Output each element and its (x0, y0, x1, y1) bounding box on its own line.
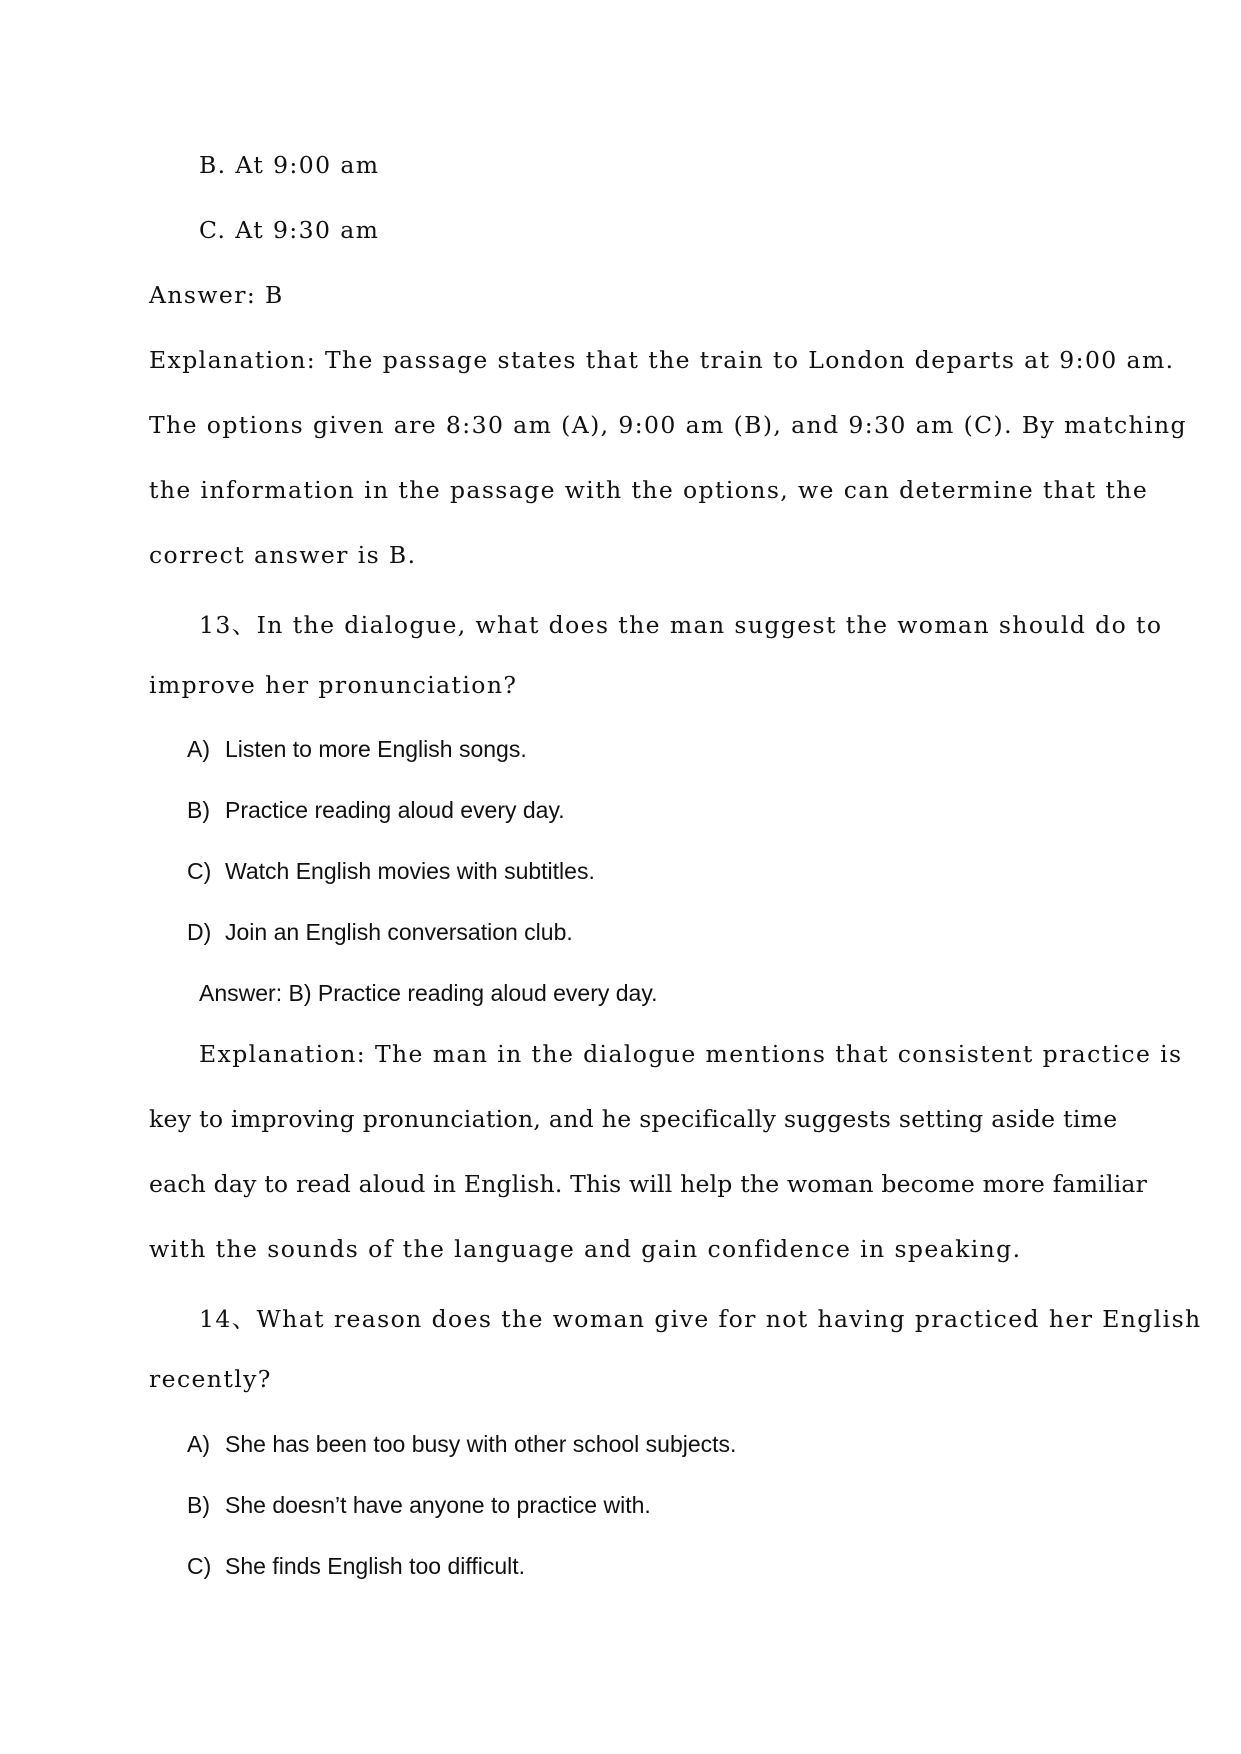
q13-explanation-line: Explanation: The man in the dialogue mentions that consistent practice is (199, 1040, 1183, 1068)
prev-option-b: B. At 9:00 am (199, 151, 380, 179)
q13-answer: Answer: B) Practice reading aloud every day. (199, 980, 658, 1006)
prev-explanation-line: the information in the passage with the options, we can determine that the (149, 476, 1149, 504)
option-text: She finds English too difficult. (225, 1553, 526, 1579)
option-text: Practice reading aloud every day. (225, 797, 565, 823)
option-text: Watch English movies with subtitles. (225, 858, 595, 884)
option-letter: B) (187, 1492, 210, 1518)
prev-explanation-line: correct answer is B. (149, 541, 417, 569)
q13-explanation-line: with the sounds of the language and gain confidence in speaking. (149, 1235, 1022, 1263)
option-letter: C) (187, 1553, 212, 1579)
prev-explanation-line: Explanation: The passage states that the train to London departs at 9:00 am. (149, 346, 1175, 374)
option-text: Join an English conversation club. (225, 919, 573, 945)
option-text: Listen to more English songs. (225, 736, 527, 762)
option-letter: A) (187, 1431, 210, 1457)
option-letter: B) (187, 797, 210, 823)
q13-question: 13、In the dialogue, what does the man suggest the woman should do to (199, 611, 1163, 639)
q14-question: 14、What reason does the woman give for not having practiced her English (199, 1305, 1202, 1333)
q13-question-cont: improve her pronunciation? (149, 671, 518, 699)
prev-answer: Answer: B (149, 281, 284, 309)
option-text: She has been too busy with other school subjects. (225, 1431, 737, 1457)
prev-explanation-line: The options given are 8:30 am (A), 9:00 am (B), and 9:30 am (C). By matching (149, 411, 1187, 439)
prev-option-c: C. At 9:30 am (199, 216, 380, 244)
q13-explanation-line: key to improving pronunciation, and he specifically suggests setting aside time (149, 1105, 1118, 1133)
option-text: She doesn’t have anyone to practice with. (225, 1492, 651, 1518)
option-letter: D) (187, 919, 212, 945)
option-letter: C) (187, 858, 212, 884)
q14-question-cont: recently? (149, 1365, 272, 1393)
q13-explanation-line: each day to read aloud in English. This will help the woman become more familiar (149, 1170, 1148, 1198)
option-letter: A) (187, 736, 210, 762)
